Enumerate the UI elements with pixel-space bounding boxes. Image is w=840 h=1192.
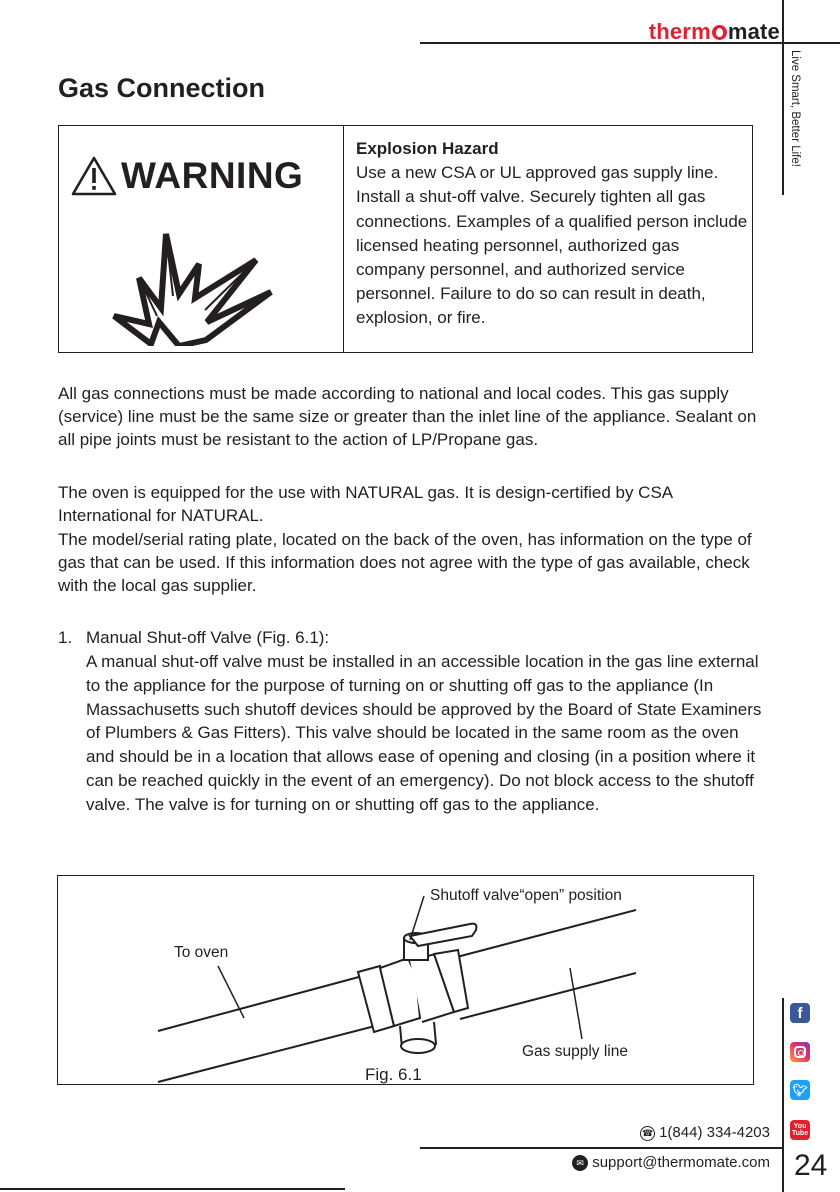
bottom-rule (0, 1188, 345, 1190)
explosion-icon (111, 226, 281, 346)
warning-box (58, 125, 753, 353)
tagline: Live Smart, Better Life! (789, 50, 801, 167)
list-item-title: Manual Shut-off Valve (Fig. 6.1): (86, 628, 330, 647)
twitter-icon[interactable]: 🐦︎ (790, 1080, 810, 1100)
phone-number: 1(844) 334-4203 (659, 1124, 770, 1141)
figure-shutoff-valve (57, 875, 754, 1085)
phone-contact[interactable] (640, 1124, 770, 1142)
brand-logo-part2: mate (727, 19, 780, 44)
label-gas-supply: Gas supply line (522, 1043, 628, 1060)
youtube-icon[interactable]: You Tube (790, 1120, 810, 1140)
paragraph-gas-codes: All gas connections must be made according to national and local codes. This gas supply (service) line must be the same size or greater than the inlet line of the appliance. Sealant on all pipe joints must be resistant to the action of LP/Propane gas. (58, 384, 757, 450)
list-item-text: A manual shut-off valve must be installed in an accessible location in the gas line external to the appliance for the purpose of turning on or shutting off gas to the appliance (In Massachusetts such shutoff devices should be approved by the Board of State Examiners of Plumbers & Gas Fitters). This valve should be located in the same room as the oven and should be in a location that allows ease of opening and closing (in a position where it can be reached quickly in the event of an emergency). Do not block access to the shutoff valve. The valve is for turning on or shutting off gas to the appliance. (86, 652, 762, 814)
hazard-description: Use a new CSA or UL approved gas supply line. Install a shut-off valve. Securely tighten all gas connections. Examples of a qualified person include licensed heating personnel, authorized gas company personnel, and authorized service personnel. Failure to do so can result in death, explosion, or fire. (356, 163, 748, 328)
brand-logo-part1: therm (648, 19, 711, 44)
figure-caption: Fig. 6.1 (365, 1065, 422, 1084)
valve-diagram (58, 876, 755, 1086)
label-to-oven: To oven (174, 944, 229, 961)
page-title: Gas Connection (58, 73, 266, 103)
warning-divider (343, 126, 344, 352)
contact-rule (420, 1147, 782, 1149)
flame-icon (712, 25, 727, 40)
paragraph-rating-plate: The model/serial rating plate, located on the back of the oven, has information on the type of gas that can be used. If this information does not agree with the type of gas available, check with the local gas supplier. (58, 530, 752, 596)
email-address: support@thermomate.com (592, 1154, 770, 1171)
warning-label: WARNING (121, 155, 304, 196)
list-item-number: 1. (58, 628, 73, 647)
email-contact[interactable] (572, 1154, 770, 1172)
hazard-title: Explosion Hazard (356, 139, 499, 158)
side-rule-top (782, 0, 784, 195)
phone-icon: ☎︎ (640, 1126, 655, 1141)
paragraph-natural-gas: The oven is equipped for the use with NATURAL gas. It is design-certified by CSA International for NATURAL. (58, 483, 673, 526)
email-icon: ✉︎ (572, 1155, 588, 1171)
warning-text (356, 137, 748, 331)
side-rule-bottom (782, 998, 784, 1192)
warning-header (71, 156, 303, 196)
brand-logo (649, 20, 780, 44)
instagram-icon[interactable] (790, 1042, 810, 1062)
label-valve-open: Shutoff valve“open” position (430, 887, 622, 904)
warning-triangle-icon (71, 156, 117, 196)
facebook-icon[interactable]: f (790, 1003, 810, 1023)
page-number: 24 (794, 1149, 828, 1182)
